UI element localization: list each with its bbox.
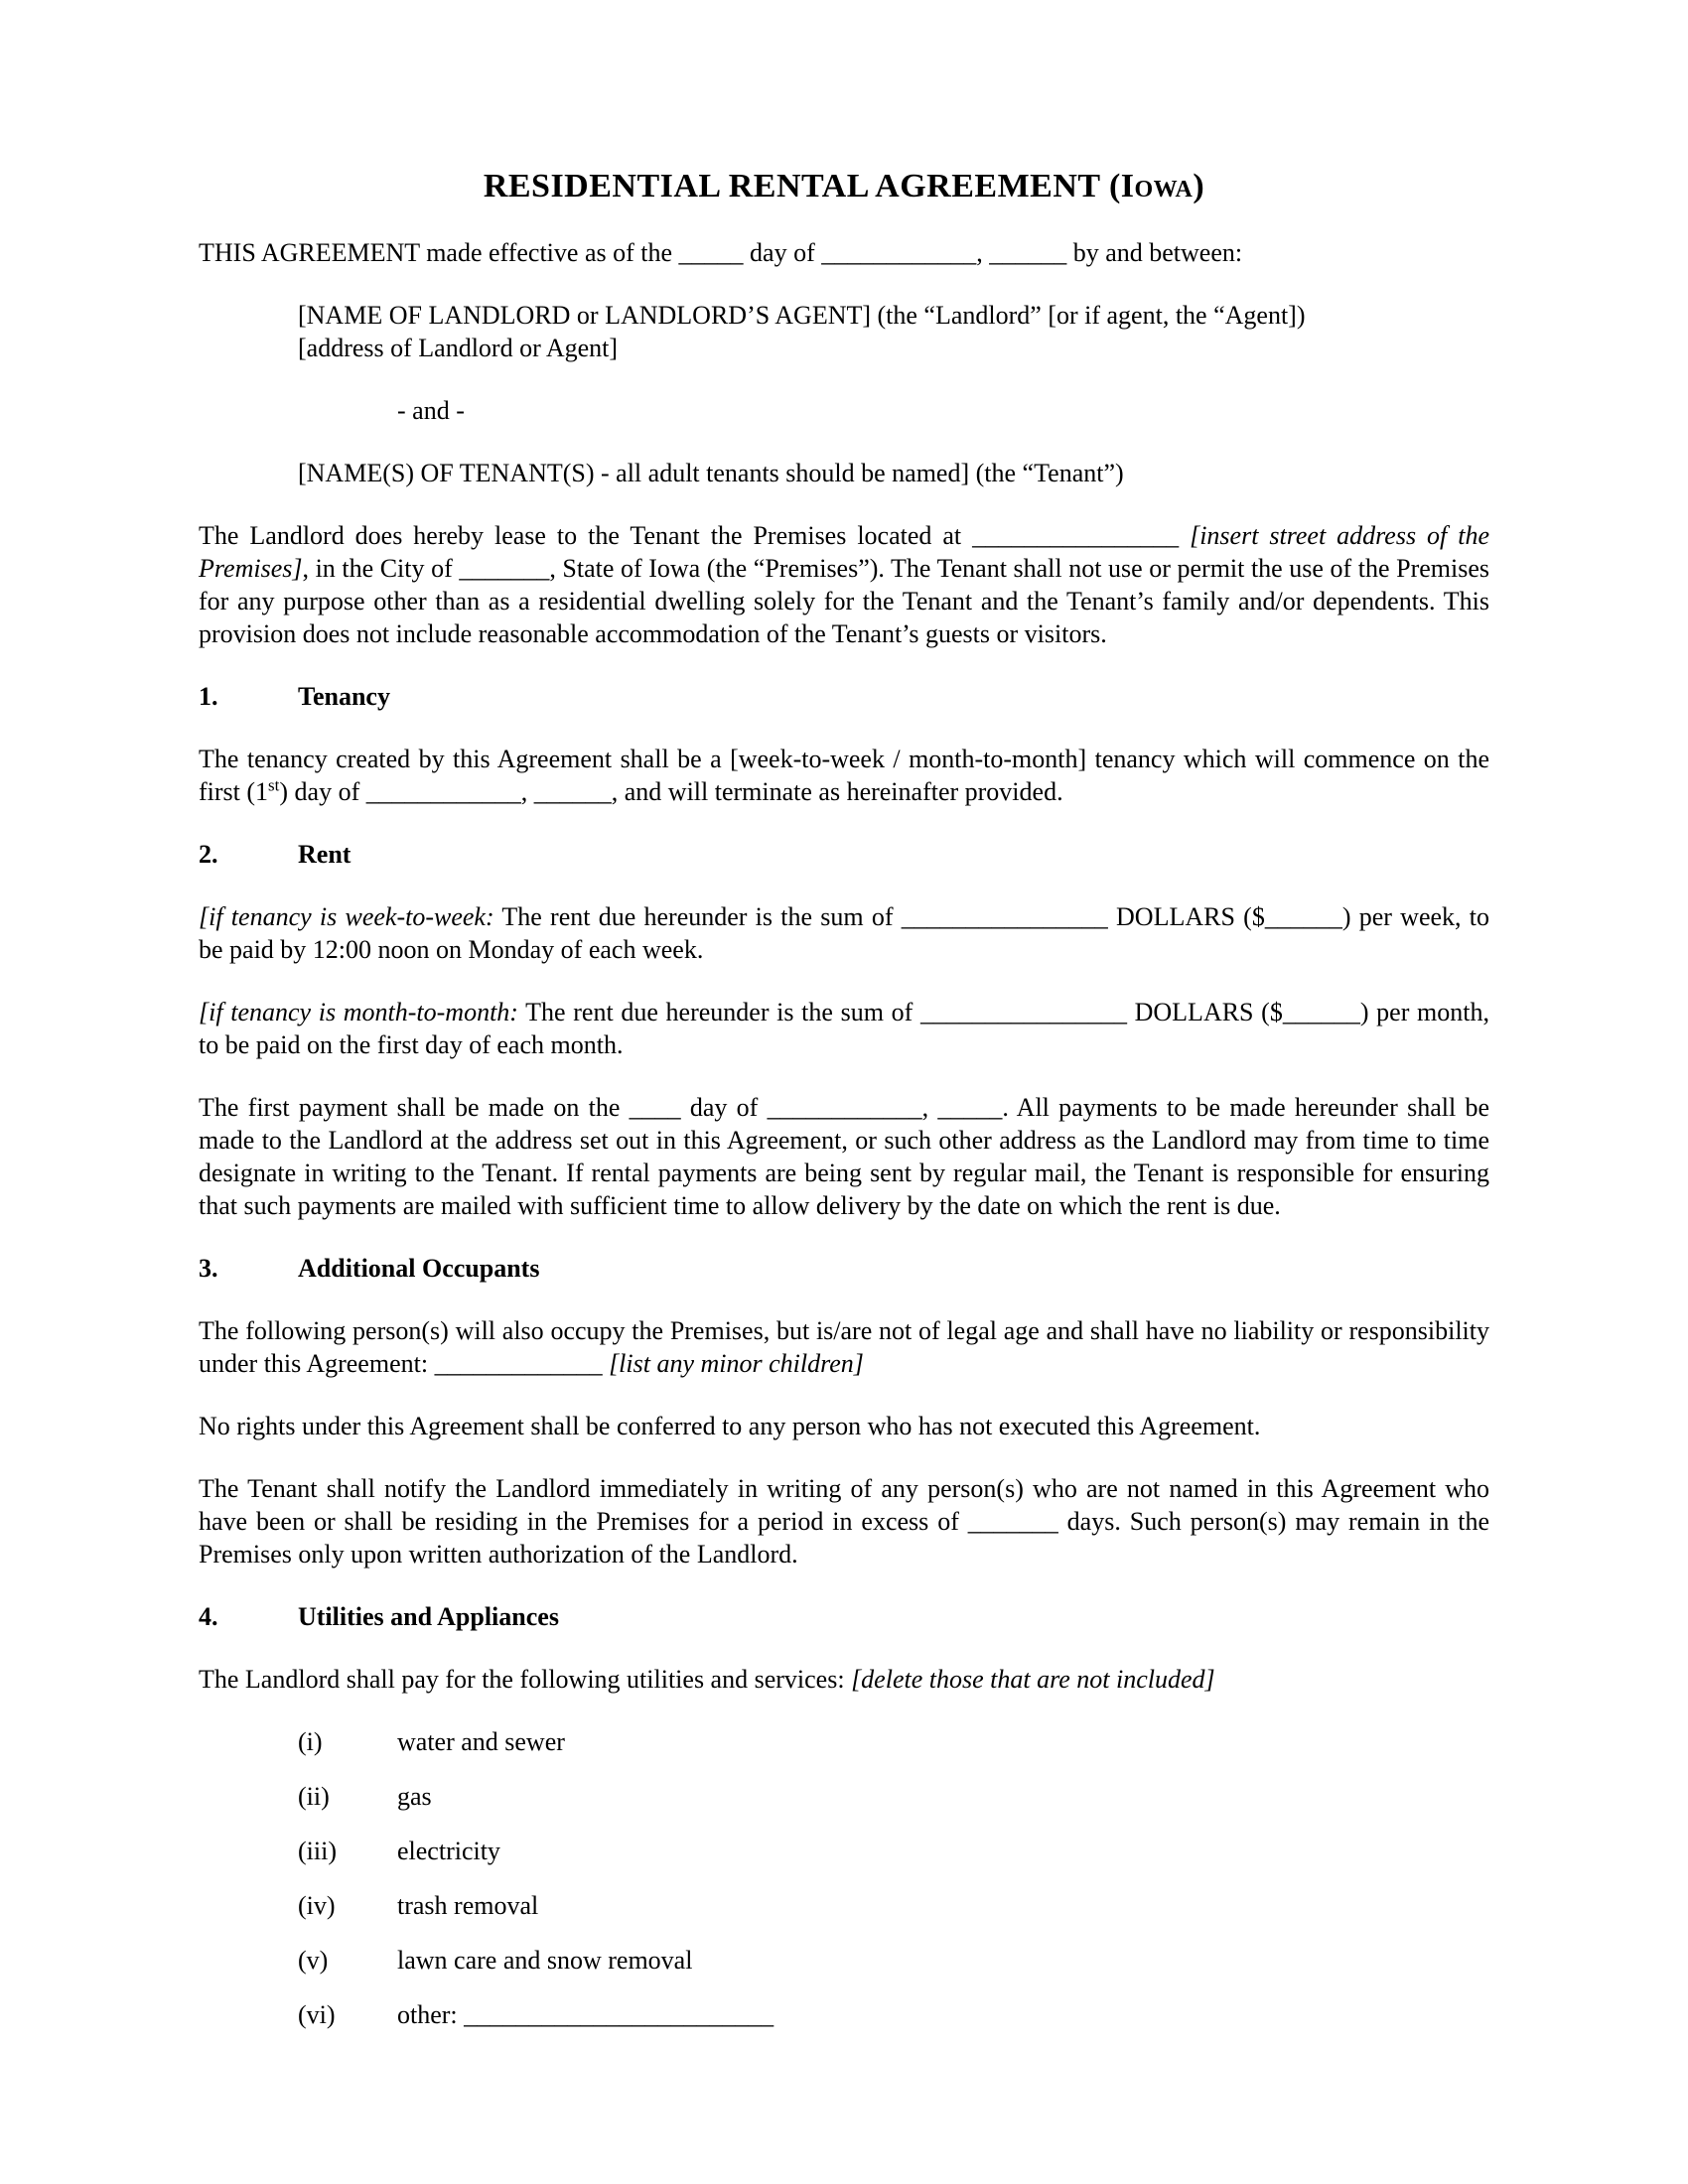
list-item-lawn-snow: [298, 1944, 1489, 1977]
list-label: water and sewer: [397, 1727, 565, 1756]
tenancy-paragraph: [199, 743, 1489, 808]
text-run: [1179, 521, 1190, 550]
occupants-paragraph: [199, 1314, 1489, 1380]
party-tenant-line: [NAME(S) OF TENANT(S) - all adult tenants should be named] (the “Tenant”): [298, 459, 1124, 487]
fill-in-blank-city: _______: [459, 554, 550, 583]
party-landlord-address-line: [address of Landlord or Agent]: [298, 334, 619, 362]
section-4-title: Utilities and Appliances: [298, 1602, 559, 1631]
ordinal-superscript: st: [268, 775, 280, 795]
list-numeral: (iii): [298, 1837, 337, 1865]
text-run: The rent due hereunder is the sum of: [517, 998, 920, 1026]
text-run: , in the City of: [302, 554, 460, 583]
no-rights-paragraph: No rights under this Agreement shall be conferred to any person who has not executed this Agreement.: [199, 1412, 1261, 1440]
text-run: The tenancy created by this Agreement shall be a [week-to-week / month-to-month] tenancy which will commence on the first (1: [199, 745, 1489, 806]
list-numeral: (i): [298, 1727, 323, 1756]
intro-paragraph: THIS AGREEMENT made effective as of the _____ day of ____________, ______ by and between:: [199, 238, 1243, 267]
party-landlord-block: [298, 299, 1489, 364]
text-run: DOLLARS ($: [1107, 902, 1265, 931]
fill-in-blank-street-address: ________________: [972, 521, 1180, 550]
party-landlord-name-line: [NAME OF LANDLORD or LANDLORD’S AGENT] (the “Landlord” [or if agent, the “Agent]): [298, 301, 1306, 330]
lease-paragraph: [199, 519, 1489, 650]
section-2-title: Rent: [298, 840, 352, 869]
list-numeral: (v): [298, 1946, 329, 1975]
fill-in-blank-month-amount-figure: ______: [1282, 998, 1360, 1026]
text-run: The rent due hereunder is the sum of: [493, 902, 902, 931]
section-4-heading: [199, 1600, 1489, 1633]
section-1-number: 1.: [199, 682, 218, 711]
text-run: ) per week, to be paid by 12:00 noon on Monday of each week.: [199, 902, 1489, 964]
text-run: ) per month, to be paid on the first day of each month.: [199, 998, 1489, 1059]
list-label: lawn care and snow removal: [397, 1946, 693, 1975]
fill-in-blank-week-amount-words: ________________: [901, 902, 1108, 931]
list-item-gas: [298, 1780, 1489, 1813]
notify-landlord-paragraph: The Tenant shall notify the Landlord immediately in writing of any person(s) who are not named in this Agreement who have been or shall be residing in the Premises for a period in excess of _______ days. Such person(s) may remain in the Premises only upon written authorization of the Landlord.: [199, 1474, 1489, 1569]
section-2-heading: [199, 838, 1489, 871]
text-run: DOLLARS ($: [1126, 998, 1283, 1026]
list-item-other: [298, 1998, 1489, 2031]
drafting-note-week-lead: [if tenancy is week-to-week:: [199, 902, 494, 931]
utilities-list: [199, 1725, 1489, 2031]
list-numeral: (iv): [298, 1891, 336, 1920]
list-label: electricity: [397, 1837, 500, 1865]
text-run: ) day of: [279, 777, 366, 806]
drafting-note-minor-children: [list any minor children]: [609, 1349, 864, 1378]
rent-week-paragraph: [199, 900, 1489, 966]
list-item-electricity: [298, 1835, 1489, 1867]
document-title: RESIDENTIAL RENTAL AGREEMENT (Iowa): [483, 168, 1205, 205]
section-1-title: Tenancy: [298, 682, 390, 711]
list-item-water-and-sewer: [298, 1725, 1489, 1758]
text-run: The following person(s) will also occupy the Premises, but is/are not of legal age and shall have no liability or responsibility under this Agreement:: [199, 1316, 1489, 1378]
section-3-title: Additional Occupants: [298, 1254, 540, 1283]
text-run: , and will terminate as hereinafter provided.: [611, 777, 1063, 806]
list-item-trash-removal: [298, 1889, 1489, 1922]
text-run: The Landlord does hereby lease to the Tenant the Premises located at: [199, 521, 973, 550]
drafting-note-street-address: [insert street address of the Premises]: [199, 521, 1490, 583]
section-4-number: 4.: [199, 1602, 218, 1631]
party-separator: - and -: [397, 396, 465, 425]
drafting-note-utilities: [delete those that are not included]: [851, 1665, 1215, 1694]
list-label: gas: [397, 1782, 432, 1811]
section-3-heading: [199, 1252, 1489, 1285]
section-2-number: 2.: [199, 840, 218, 869]
list-numeral: (ii): [298, 1782, 330, 1811]
text-run: ,: [520, 777, 534, 806]
first-payment-paragraph: The first payment shall be made on the ____ day of ____________, _____. All payments to be made hereunder shall be made to the Landlord at the address set out in this Agreement, or such other address as the Landlord may from time to time designate in writing to the Tenant. If rental payments are being sent by regular mail, the Tenant is responsible for ensuring that such payments are mailed with sufficient time to allow delivery by the date on which the rent is due.: [199, 1093, 1489, 1220]
list-label: trash removal: [397, 1891, 539, 1920]
text-run: The Landlord shall pay for the following utilities and services:: [199, 1665, 852, 1694]
text-run: , State of Iowa (the “Premises”). The Tenant shall not use or permit the use of the Premises for any purpose other than as a residential dwelling solely for the Tenant and the Tenant’s family and/or dependents. This provision does not include reasonable accommodation of the Tenant’s guests or visitors.: [199, 554, 1489, 648]
list-numeral: (vi): [298, 2000, 336, 2029]
rent-month-paragraph: [199, 996, 1489, 1061]
fill-in-blank-week-amount-figure: ______: [1264, 902, 1342, 931]
utilities-intro-paragraph: [199, 1663, 1489, 1696]
list-label: other:: [397, 2000, 465, 2029]
fill-in-blank-commence-year: ______: [533, 777, 612, 806]
section-3-number: 3.: [199, 1254, 218, 1283]
fill-in-blank-minor-names: _____________: [434, 1349, 603, 1378]
fill-in-blank-commence-month: ____________: [365, 777, 521, 806]
section-1-heading: [199, 680, 1489, 713]
drafting-note-month-lead: [if tenancy is month-to-month:: [199, 998, 518, 1026]
fill-in-blank-other-utility: ________________________: [464, 2000, 774, 2029]
fill-in-blank-month-amount-words: ________________: [919, 998, 1127, 1026]
